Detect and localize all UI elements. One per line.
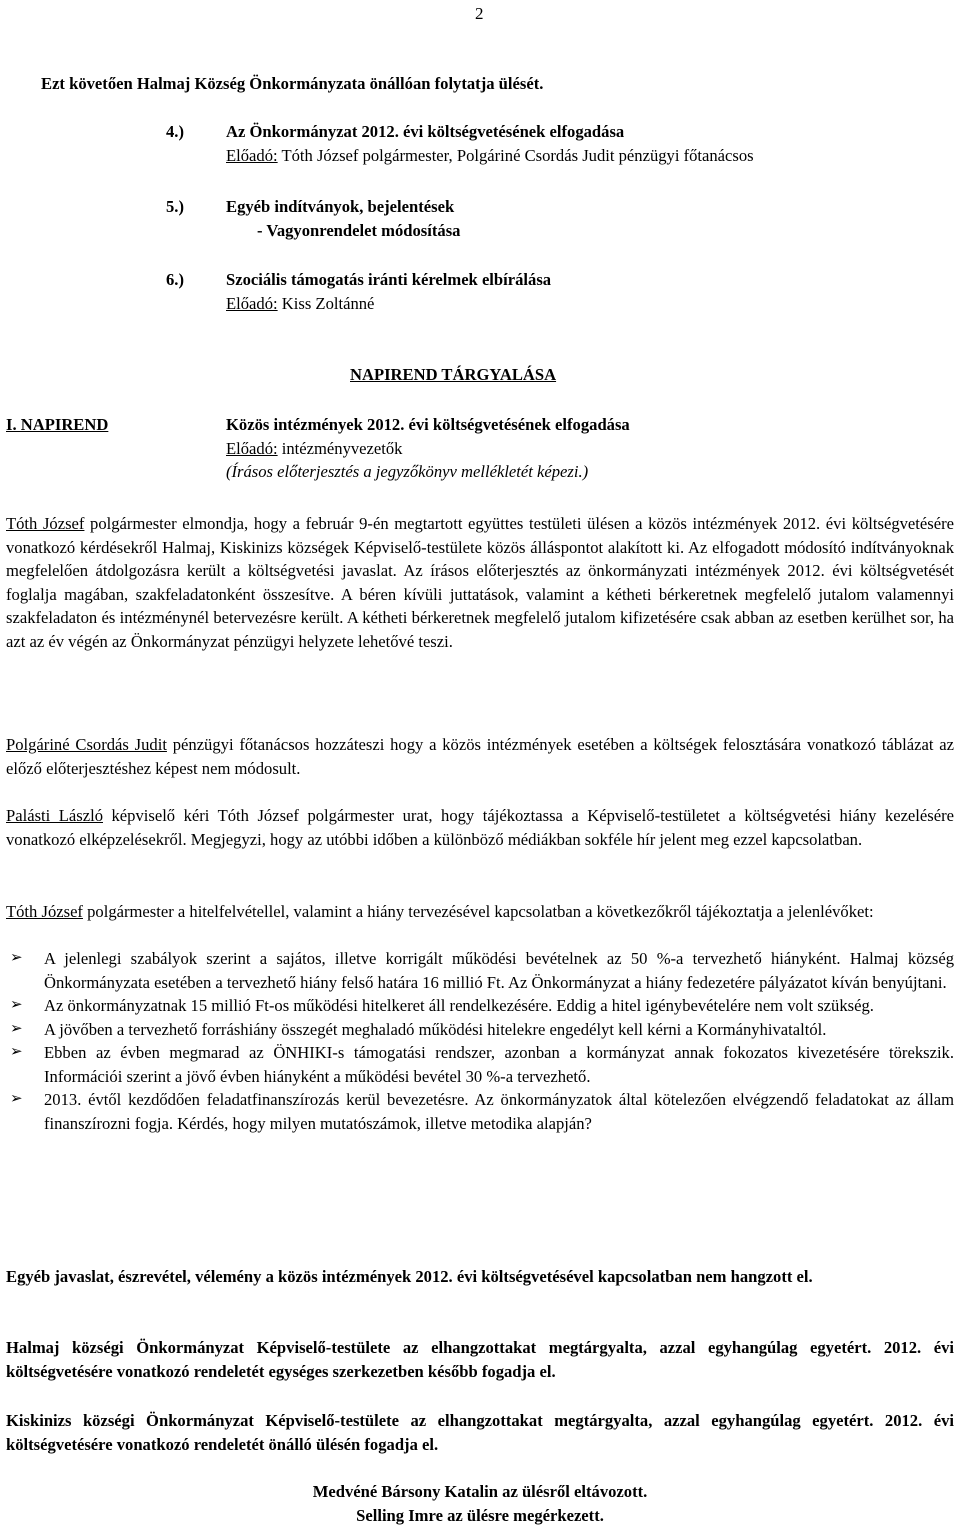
- closing-paragraph-3: Kiskinizs községi Önkormányzat Képviselő-testülete az elhangzottakat megtárgyalta, azzal egyhangúlag egyetért. 2012. évi költségvetésére vonatkozó rendeletét önálló ülésén fogadja el.: [6, 1411, 954, 1454]
- footer-line: Medvéné Bársony Katalin az ülésről eltávozott.: [312, 1482, 648, 1501]
- napirend-label: I. NAPIREND: [6, 415, 109, 434]
- paragraph-text: pénzügyi főtanácsos hozzáteszi hogy a közös intézmények esetében a költségek felosztására vonatkozó táblázat az előző előterjesztéshez képest nem módosult.: [6, 735, 954, 778]
- list-item: ➢ A jelenlegi szabályok szerint a sajátos, illetve korrigált működési bevételnek az 50 %-a tervezhető hiányként. Halmaj község Önkormányzata esetében a tervezhető hiány felső határa 16 millió Ft. Az Önkormányzat a hiány fedezetére pályázatot kíván benyújtani.: [10, 949, 954, 992]
- paragraph-text: polgármester a hitelfelvétellel, valamint a hiány tervezésével kapcsolatban a következőkről tájékoztatja a jelenlévőket:: [82, 902, 874, 921]
- agenda-number: 4.): [166, 122, 184, 141]
- presenter-name: intézményvezetők: [277, 438, 403, 458]
- agenda-title: Szociális támogatás iránti kérelmek elbírálása: [226, 270, 552, 289]
- footer-line: Selling Imre az ülésre megérkezett.: [356, 1505, 604, 1525]
- paragraph-2: [6, 733, 954, 780]
- speaker-name: Palásti László: [6, 806, 103, 825]
- agenda-title: Az Önkormányzat 2012. évi költségvetésének elfogadása: [226, 122, 625, 141]
- page-number: 2: [475, 4, 484, 23]
- arrow-bullet-icon: ➢: [10, 1044, 23, 1060]
- arrow-bullet-icon: ➢: [10, 997, 23, 1013]
- speaker-name: Tóth József: [6, 514, 85, 533]
- napirend-title: Közös intézmények 2012. évi költségvetésének elfogadása: [226, 415, 630, 434]
- agenda-number: 5.): [166, 197, 184, 216]
- section-heading: NAPIREND TÁRGYALÁSA: [350, 365, 557, 384]
- presenter-name: Tóth József polgármester, Polgáriné Csordás Judit pénzügyi főtanácsos: [277, 145, 754, 165]
- presenter-label: Előadó:: [226, 438, 278, 458]
- agenda-item-6: [166, 268, 926, 315]
- list-item: ➢ 2013. évtől kezdődően feladatfinanszírozás kerül bevezetésre. Az önkormányzatok által kötelezően elvégzendő feladatokat az állam finanszírozni fogja. Kérdés, hogy milyen mutatószámok, illetve metodika alapján?: [10, 1090, 954, 1133]
- paragraph-3: [6, 804, 954, 851]
- napirend-note: (Írásos előterjesztés a jegyzőkönyv mellékletét képezi.): [226, 462, 589, 481]
- arrow-bullet-icon: ➢: [10, 950, 23, 966]
- speaker-name: Tóth József: [6, 902, 83, 921]
- closing-paragraph-1: Egyéb javaslat, észrevétel, vélemény a közös intézmények 2012. évi költségvetésével kapcsolatban nem hangzott el.: [6, 1267, 813, 1286]
- napirend-block: [226, 413, 946, 484]
- presenter-label: Előadó:: [226, 145, 278, 165]
- footer-notes: [0, 1480, 960, 1527]
- closing-paragraph-2: Halmaj községi Önkormányzat Képviselő-testülete az elhangzottakat megtárgyalta, azzal egyhangúlag egyetért. 2012. évi költségvetésére vonatkozó rendeletét egységes szerkezetben később fogadja el.: [6, 1338, 954, 1381]
- paragraph-text: képviselő kéri Tóth József polgármester urat, hogy tájékoztassa a Képviselő-testületet a költségvetési hiány kezelésére vonatkozó elképzelésekről. Megjegyzi, hogy az utóbbi időben a különböző médiákban sokféle hír jelent meg ezzel kapcsolatban.: [6, 806, 954, 849]
- arrow-bullet-icon: ➢: [10, 1020, 23, 1037]
- agenda-title: Egyéb indítványok, bejelentések: [226, 197, 455, 216]
- list-item: ➢ A jövőben a tervezhető forráshiány összegét meghaladó működési hitelekre engedélyt kell kérni a Kormányhivataltól.: [6, 1018, 954, 1042]
- paragraph-4: [6, 900, 954, 924]
- agenda-number: 6.): [166, 270, 184, 289]
- intro-text: Ezt követően Halmaj Község Önkormányzata önállóan folytatja ülését.: [41, 74, 544, 93]
- agenda-item-4: [166, 120, 926, 167]
- speaker-name: Polgáriné Csordás Judit: [6, 735, 167, 754]
- presenter-label: Előadó:: [226, 293, 278, 313]
- paragraph-1: [6, 512, 954, 653]
- presenter-name: Kiss Zoltánné: [277, 293, 375, 313]
- agenda-item-5: [166, 195, 926, 242]
- arrow-bullet-icon: ➢: [10, 1091, 23, 1107]
- list-item: ➢ Az önkormányzatnak 15 millió Ft-os működési hitelkeret áll rendelkezésére. Eddig a hitel igénybevételére nem volt szükség.: [6, 994, 954, 1018]
- paragraph-text: polgármester elmondja, hogy a február 9-én megtartott együttes testületi ülésen a közös intézmények 2012. évi költségvetésére vonatkozó kérdésekről Halmaj, Kiskinizs községek Képviselő-testülete közös álláspontot alakított ki. Az elfogadott módosító indítványoknak megfelelően átdolgozásra került a költségvetési javaslat. Az írásos előterjesztés az önkormányzati intézmények 2012. évi költségvetését foglalja magában, szakfeladatonként összesítve. A béren kívüli juttatások, valamint a kétheti bérkeretnek megfelelő jutalom valamennyi szakfeladaton és intézménynél betervezésre került. A kétheti bérkeretnek megfelelő jutalom kifizetésére csak abban az esetben kerülhet sor, ha azt az év végén az Önkormányzat pénzügyi helyzete lehetővé teszi.: [6, 514, 954, 651]
- bullet-list: [6, 947, 954, 1135]
- list-item: ➢ Ebben az évben megmarad az ÖNHIKI-s támogatási rendszer, azonban a kormányzat annak fokozatos kivezetésére törekszik. Információi szerint a jövő évben hiányként a működési bevétel 30 %-a tervezhető.: [10, 1043, 954, 1086]
- agenda-subitem: - Vagyonrendelet módosítása: [257, 220, 461, 240]
